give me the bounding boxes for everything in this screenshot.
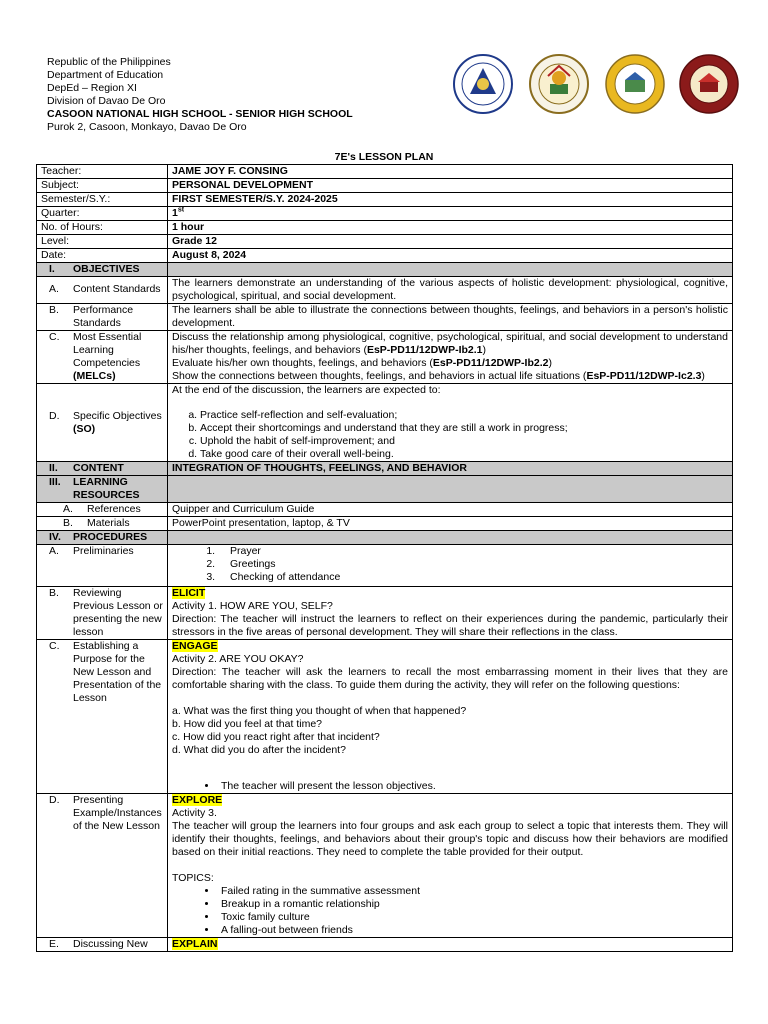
row-label <box>37 384 168 462</box>
item-number: D. <box>49 409 60 422</box>
casoon-nhs-logo <box>678 54 740 114</box>
activity-direction: Direction: The teacher will ask the learners to recall the most embarrassing moment in their lives that they are comfortable sharing with the class. To guide them during the activity, they will refer on the following questions: <box>172 666 728 691</box>
list-item: • The teacher will present the lesson objectives. <box>218 780 728 793</box>
item-number: B. <box>63 517 73 529</box>
engage-bullets <box>172 780 728 793</box>
establishing-cell <box>168 640 733 794</box>
info-row-teacher <box>37 165 733 179</box>
row-label <box>37 304 168 331</box>
list-item: • A falling-out between friends <box>218 924 728 937</box>
section-heading <box>37 531 168 545</box>
deped-seal-logo <box>452 54 514 114</box>
row-label <box>37 794 168 938</box>
header-line: DepEd – Region XI <box>47 82 137 94</box>
item-number: C. <box>49 640 60 652</box>
melc-code: EsP-PD11/12DWP-Ic2.3 <box>586 370 702 382</box>
melcs-acronym: (MELCs) <box>73 370 116 382</box>
melc-text: Discuss the relationship among physiological, cognitive, psychological, spiritual, and social development to understand his/her thoughts, feelings, and behaviors ( <box>172 331 728 356</box>
reviewing-cell <box>168 587 733 640</box>
row-label <box>37 587 168 640</box>
list-item: b. Accept their shortcomings and understand that they are still a work in progress; <box>200 422 728 435</box>
guide-question: a. What was the first thing you thought of when that happened? <box>172 705 467 717</box>
section-heading <box>37 476 168 503</box>
quarter-number: 1 <box>172 207 178 219</box>
item-label: Content Standards <box>73 283 161 295</box>
info-label: Semester/S.Y.: <box>37 193 168 207</box>
row-label <box>37 277 168 304</box>
info-value: 1 hour <box>168 221 733 235</box>
info-value: PERSONAL DEVELOPMENT <box>168 179 733 193</box>
list-item: d. Take good care of their overall well-being. <box>200 448 728 461</box>
item-number: A. <box>49 283 59 295</box>
list-item: 3. Checking of attendance <box>218 571 728 584</box>
activity-title: Activity 2. ARE YOU OKAY? <box>172 653 304 665</box>
section-label: CONTENT <box>73 462 124 474</box>
topics-list <box>172 885 728 937</box>
section-blank <box>168 263 733 277</box>
row-preliminaries <box>37 545 733 587</box>
item-label: Discussing New <box>73 938 148 950</box>
info-value: Grade 12 <box>168 235 733 249</box>
references-text: Quipper and Curriculum Guide <box>168 503 733 517</box>
item-label: Establishing a Purpose for the New Lesson and Presentation of the Lesson <box>73 640 162 704</box>
materials-text: PowerPoint presentation, laptop, & TV <box>168 517 733 531</box>
melc-code: EsP-PD11/12DWP-Ib2.2 <box>432 357 549 369</box>
melc-code: EsP-PD11/12DWP-Ib2.1 <box>366 344 483 356</box>
info-value: August 8, 2024 <box>168 249 733 263</box>
phase-tag-explore: EXPLORE <box>172 794 223 806</box>
list-item: • Failed rating in the summative assessment <box>218 885 728 898</box>
activity-title: Activity 3. <box>172 807 217 819</box>
section-content <box>37 462 733 476</box>
header-line: Republic of the Philippines <box>47 56 171 68</box>
row-label <box>37 517 168 531</box>
info-row-hours <box>37 221 733 235</box>
row-specific-objectives <box>37 384 733 462</box>
lesson-plan-title: 7E's LESSON PLAN <box>334 151 434 163</box>
section-label: LEARNING RESOURCES <box>73 476 140 501</box>
item-number: A. <box>63 503 73 515</box>
item-label: Preliminaries <box>73 545 134 557</box>
header-line: Division of Davao De Oro <box>47 95 166 107</box>
row-discussing <box>37 938 733 952</box>
preliminaries-list <box>172 545 728 584</box>
list-item: a. Practice self-reflection and self-evaluation; <box>200 409 728 422</box>
discussing-cell <box>168 938 733 952</box>
row-establishing <box>37 640 733 794</box>
list-item: • Toxic family culture <box>218 911 728 924</box>
info-label: Quarter: <box>37 207 168 221</box>
row-label <box>37 640 168 794</box>
row-reviewing <box>37 587 733 640</box>
row-melcs <box>37 331 733 384</box>
melc-line-1 <box>172 331 728 357</box>
item-label: Reviewing Previous Lesson or presenting the new lesson <box>73 587 163 638</box>
phase-tag-elicit: ELICIT <box>172 587 206 599</box>
section-number: II. <box>49 462 58 474</box>
deped-region-xi-logo <box>528 54 590 114</box>
phase-tag-engage: ENGAGE <box>172 640 218 652</box>
row-references <box>37 503 733 517</box>
row-label <box>37 503 168 517</box>
item-label: Performance Standards <box>73 304 134 329</box>
so-intro: At the end of the discussion, the learners are expected to: <box>172 384 441 396</box>
melc-line-2 <box>172 357 728 370</box>
so-label: Specific Objectives <box>73 409 162 422</box>
list-item: 1. Prayer <box>218 545 728 558</box>
topics-label: TOPICS: <box>172 872 214 884</box>
melcs-text <box>168 331 733 384</box>
info-label: Level: <box>37 235 168 249</box>
melc-close: ) <box>548 357 552 369</box>
list-item: • Breakup in a romantic relationship <box>218 898 728 911</box>
list-item: c. Uphold the habit of self-improvement; and <box>200 435 728 448</box>
item-label <box>73 410 163 436</box>
info-row-semester <box>37 193 733 207</box>
section-learning-resources <box>37 476 733 503</box>
item-number: D. <box>49 794 60 806</box>
school-name: CASOON NATIONAL HIGH SCHOOL - SENIOR HIGH SCHOOL <box>47 108 353 120</box>
row-label <box>37 545 168 587</box>
list-item: 2. Greetings <box>218 558 728 571</box>
row-content-standards <box>37 277 733 304</box>
row-performance-standards <box>37 304 733 331</box>
guide-question: d. What did you do after the incident? <box>172 744 346 756</box>
info-label: No. of Hours: <box>37 221 168 235</box>
item-number: A. <box>49 545 59 557</box>
content-standards-text: The learners demonstrate an understanding of the various aspects of holistic development: physiological, cognitive, psychological, spiritual, and social development. <box>168 277 733 304</box>
activity-direction: Direction: The teacher will instruct the learners to reflect on their experiences during the pandemic, particularly their stressors in the five areas of personal development. They will share their reflections in the class. <box>172 613 728 638</box>
item-label <box>73 331 163 383</box>
section-number: IV. <box>49 531 61 543</box>
info-value <box>168 207 733 221</box>
item-number: B. <box>49 304 59 316</box>
info-row-date <box>37 249 733 263</box>
division-davao-de-oro-logo <box>604 54 666 114</box>
info-label: Teacher: <box>37 165 168 179</box>
item-number: C. <box>49 331 60 343</box>
section-heading <box>37 263 168 277</box>
performance-standards-text: The learners shall be able to illustrate the connections between thoughts, feelings, and behaviors in a person's holistic development. <box>168 304 733 331</box>
info-row-subject <box>37 179 733 193</box>
info-value: FIRST SEMESTER/S.Y. 2024-2025 <box>168 193 733 207</box>
guide-question: b. How did you feel at that time? <box>172 718 322 730</box>
section-blank <box>168 476 733 503</box>
section-heading <box>37 462 168 476</box>
row-label <box>37 938 168 952</box>
activity-title: Activity 1. HOW ARE YOU, SELF? <box>172 600 333 612</box>
section-objectives <box>37 263 733 277</box>
item-label: Presenting Example/Instances of the New Lesson <box>73 794 162 832</box>
item-number: B. <box>49 587 59 599</box>
section-number: III. <box>49 476 61 488</box>
header-line: Department of Education <box>47 69 164 81</box>
info-label: Subject: <box>37 179 168 193</box>
document-header <box>47 56 353 134</box>
activity-direction: The teacher will group the learners into four groups and ask each group to select a topic that interests them. They will identify their thoughts, feelings, and behaviors about their group's topic and discuss how their behaviors are modified based on their initial reactions. They need to complete the table provided for their output. <box>172 820 728 858</box>
melc-text: Evaluate his/her own thoughts, feelings, and behaviors ( <box>172 357 433 369</box>
specific-objectives-text <box>168 384 733 462</box>
row-presenting <box>37 794 733 938</box>
so-acronym: (SO) <box>73 422 96 435</box>
melc-close: ) <box>482 344 486 356</box>
preliminaries-list-cell <box>168 545 733 587</box>
melc-close: ) <box>701 370 705 382</box>
info-label: Date: <box>37 249 168 263</box>
section-number: I. <box>49 263 55 275</box>
info-row-level <box>37 235 733 249</box>
section-procedures <box>37 531 733 545</box>
content-topic: INTEGRATION OF THOUGHTS, FEELINGS, AND BEHAVIOR <box>168 462 733 476</box>
section-label: OBJECTIVES <box>73 263 140 275</box>
presenting-cell <box>168 794 733 938</box>
section-label: PROCEDURES <box>73 531 148 543</box>
item-label: References <box>87 503 141 515</box>
phase-tag-explain: EXPLAIN <box>172 938 218 950</box>
row-materials <box>37 517 733 531</box>
guide-question: c. How did you react right after that incident? <box>172 731 380 743</box>
logo-strip <box>452 54 742 114</box>
item-label: Materials <box>87 517 130 529</box>
melcs-label: Most Essential Learning Competencies <box>73 331 142 369</box>
info-row-quarter <box>37 207 733 221</box>
quarter-suffix: st <box>177 206 185 214</box>
row-label <box>37 331 168 384</box>
school-address: Purok 2, Casoon, Monkayo, Davao De Oro <box>47 121 247 133</box>
melc-text: Show the connections between thoughts, feelings, and behaviors in actual life situations ( <box>172 370 587 382</box>
section-blank <box>168 531 733 545</box>
so-list <box>172 409 728 461</box>
melc-line-3 <box>172 370 728 383</box>
info-value: JAME JOY F. CONSING <box>168 165 733 179</box>
item-number: E. <box>49 938 59 950</box>
lesson-plan-table <box>36 164 733 952</box>
